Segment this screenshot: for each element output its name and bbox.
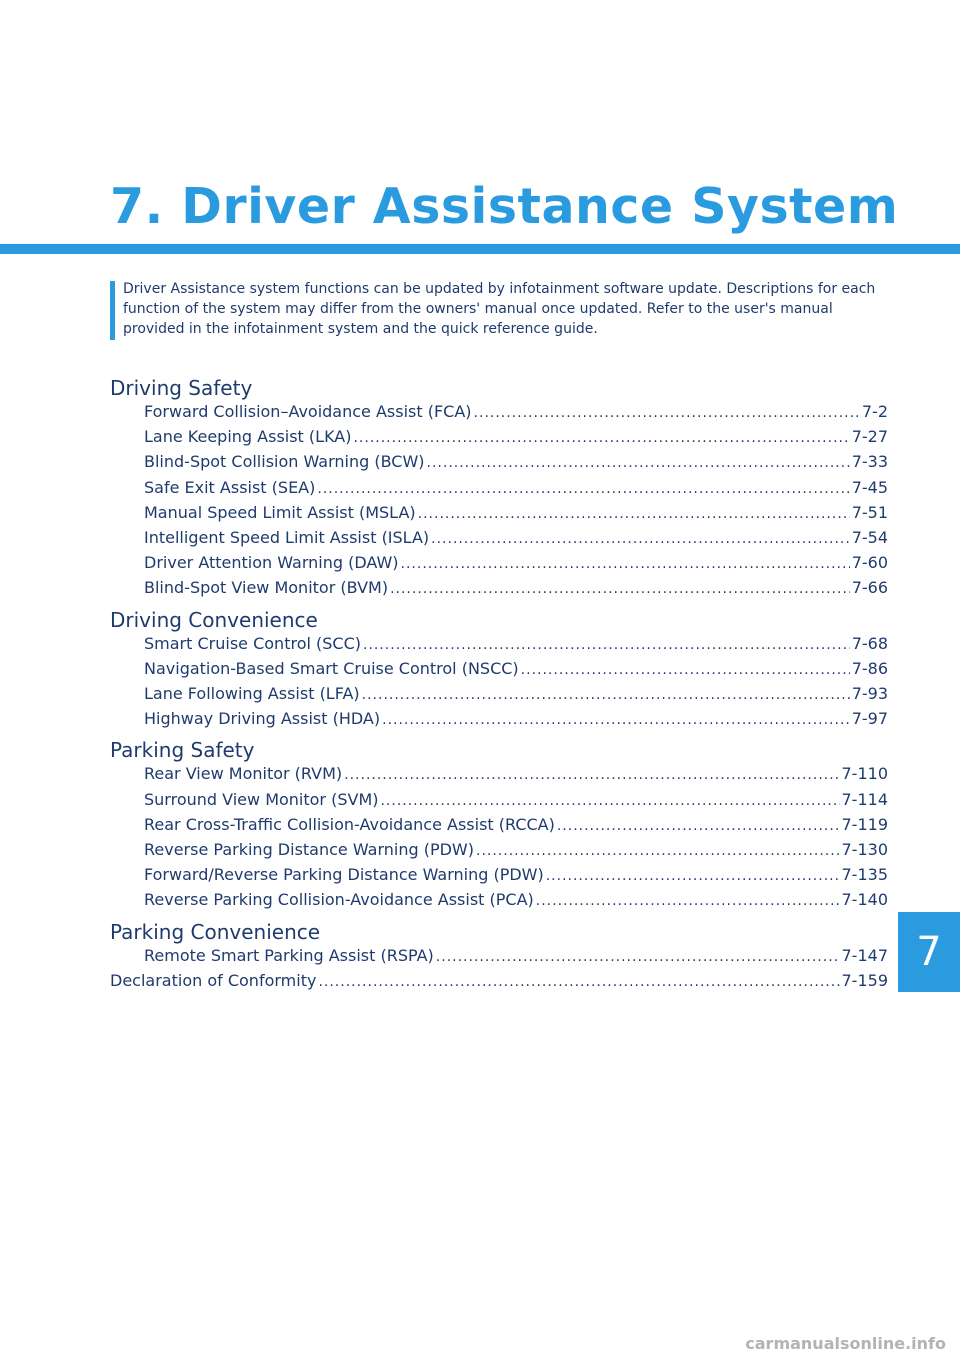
dot-leader bbox=[318, 971, 839, 994]
entry-page: 7-97 bbox=[851, 709, 888, 729]
toc-entry[interactable] bbox=[110, 813, 888, 838]
entry-page: 7-51 bbox=[851, 502, 888, 522]
entry-page: 7-66 bbox=[851, 578, 888, 598]
entry-page: 7-54 bbox=[851, 528, 888, 548]
dot-leader bbox=[436, 946, 840, 969]
dot-leader bbox=[431, 528, 850, 551]
toc-entry[interactable] bbox=[110, 788, 888, 813]
toc-entry[interactable] bbox=[110, 526, 888, 551]
section-heading: Parking Safety bbox=[110, 738, 255, 763]
entry-page: 7-159 bbox=[841, 970, 888, 990]
table-of-contents bbox=[110, 376, 888, 994]
dot-leader bbox=[427, 452, 850, 475]
toc-section-driving-safety bbox=[110, 376, 888, 602]
entry-page: 7-27 bbox=[851, 427, 888, 447]
entry-page: 7-93 bbox=[851, 684, 888, 704]
entry-label: Smart Cruise Control (SCC) bbox=[144, 633, 361, 653]
dot-leader bbox=[418, 503, 850, 526]
entry-label: Blind-Spot Collision Warning (BCW) bbox=[144, 452, 425, 472]
entry-page: 7-119 bbox=[841, 814, 888, 834]
entry-label: Reverse Parking Collision-Avoidance Assist (PCA) bbox=[144, 890, 534, 910]
entry-label: Remote Smart Parking Assist (RSPA) bbox=[144, 945, 434, 965]
toc-entry-declaration[interactable] bbox=[110, 969, 888, 994]
entry-page: 7-147 bbox=[841, 945, 888, 965]
entry-label: Forward Collision–Avoidance Assist (FCA) bbox=[144, 402, 472, 421]
intro-paragraph: Driver Assistance system functions can be updated by infotainment software update. Descriptions for each function of the system may differ from the owners' manual once updated. Refer to the user's manual provided in the infotainment system and the quick reference guide. bbox=[123, 281, 876, 337]
entry-label: Intelligent Speed Limit Assist (ISLA) bbox=[144, 528, 430, 548]
entry-page: 7-60 bbox=[851, 553, 888, 573]
entry-page: 7-33 bbox=[851, 452, 888, 472]
dot-leader bbox=[536, 890, 840, 913]
dot-leader bbox=[353, 427, 849, 450]
dot-leader bbox=[317, 478, 849, 501]
toc-section-parking-safety bbox=[110, 738, 888, 913]
entry-label: Highway Driving Assist (HDA) bbox=[144, 709, 381, 729]
section-heading: Driving Convenience bbox=[110, 607, 318, 632]
intro-accent-bar bbox=[110, 281, 115, 340]
dot-leader bbox=[362, 684, 850, 707]
dot-leader bbox=[546, 865, 840, 888]
entry-label: Navigation-Based Smart Cruise Control (NSCC) bbox=[144, 658, 519, 678]
toc-entry[interactable] bbox=[110, 707, 888, 732]
entry-label: Forward/Reverse Parking Distance Warning (PDW) bbox=[144, 865, 544, 885]
entry-page: 7-130 bbox=[841, 840, 888, 860]
dot-leader bbox=[380, 790, 839, 813]
entry-label: Blind-Spot View Monitor (BVM) bbox=[144, 578, 389, 598]
entry-page: 7-86 bbox=[851, 658, 888, 678]
toc-entry[interactable] bbox=[110, 944, 888, 969]
toc-entry[interactable] bbox=[110, 838, 888, 863]
dot-leader bbox=[476, 840, 840, 863]
watermark: carmanualsonline.info bbox=[745, 1334, 946, 1353]
entry-label: Lane Following Assist (LFA) bbox=[144, 684, 360, 704]
toc-entry[interactable] bbox=[110, 551, 888, 576]
toc-section-parking-convenience bbox=[110, 920, 888, 969]
dot-leader bbox=[382, 709, 850, 732]
entry-label: Safe Exit Assist (SEA) bbox=[144, 477, 316, 497]
entry-page: 7-68 bbox=[851, 633, 888, 653]
toc-entry[interactable] bbox=[110, 476, 888, 501]
dot-leader bbox=[521, 659, 850, 682]
toc-entry[interactable] bbox=[110, 888, 888, 913]
entry-label: Reverse Parking Distance Warning (PDW) bbox=[144, 840, 474, 860]
chapter-title: 7. Driver Assistance System bbox=[110, 178, 899, 235]
toc-section-driving-convenience bbox=[110, 608, 888, 733]
entry-page: 7-110 bbox=[841, 764, 888, 784]
entry-label: Declaration of Conformity bbox=[110, 970, 317, 990]
title-rule bbox=[0, 244, 960, 254]
toc-entry[interactable] bbox=[110, 450, 888, 475]
toc-entry[interactable] bbox=[110, 425, 888, 450]
entry-page: 7-135 bbox=[841, 865, 888, 885]
entry-label: Driver Attention Warning (DAW) bbox=[144, 553, 399, 573]
dot-leader bbox=[474, 402, 860, 425]
entry-label: Lane Keeping Assist (LKA) bbox=[144, 427, 352, 447]
toc-entry[interactable] bbox=[110, 657, 888, 682]
entry-page: 7-2 bbox=[861, 402, 888, 421]
dot-leader bbox=[557, 815, 840, 838]
toc-entry[interactable] bbox=[110, 576, 888, 601]
section-heading: Driving Safety bbox=[110, 376, 253, 400]
section-heading: Parking Convenience bbox=[110, 919, 321, 944]
entry-page: 7-114 bbox=[841, 789, 888, 809]
toc-entry[interactable] bbox=[110, 762, 888, 787]
entry-label: Surround View Monitor (SVM) bbox=[144, 789, 379, 809]
dot-leader bbox=[363, 634, 850, 657]
entry-label: Manual Speed Limit Assist (MSLA) bbox=[144, 502, 416, 522]
dot-leader bbox=[390, 578, 850, 601]
dot-leader bbox=[344, 764, 839, 787]
toc-entry[interactable] bbox=[110, 400, 888, 425]
entry-page: 7-45 bbox=[851, 477, 888, 497]
toc-entry[interactable] bbox=[110, 682, 888, 707]
entry-label: Rear View Monitor (RVM) bbox=[144, 764, 343, 784]
chapter-tab[interactable]: 7 bbox=[898, 912, 960, 992]
dot-leader bbox=[401, 553, 850, 576]
toc-entry[interactable] bbox=[110, 632, 888, 657]
toc-entry[interactable] bbox=[110, 501, 888, 526]
toc-entry[interactable] bbox=[110, 863, 888, 888]
entry-page: 7-140 bbox=[841, 890, 888, 910]
entry-label: Rear Cross-Traffic Collision-Avoidance Assist (RCCA) bbox=[144, 814, 555, 834]
